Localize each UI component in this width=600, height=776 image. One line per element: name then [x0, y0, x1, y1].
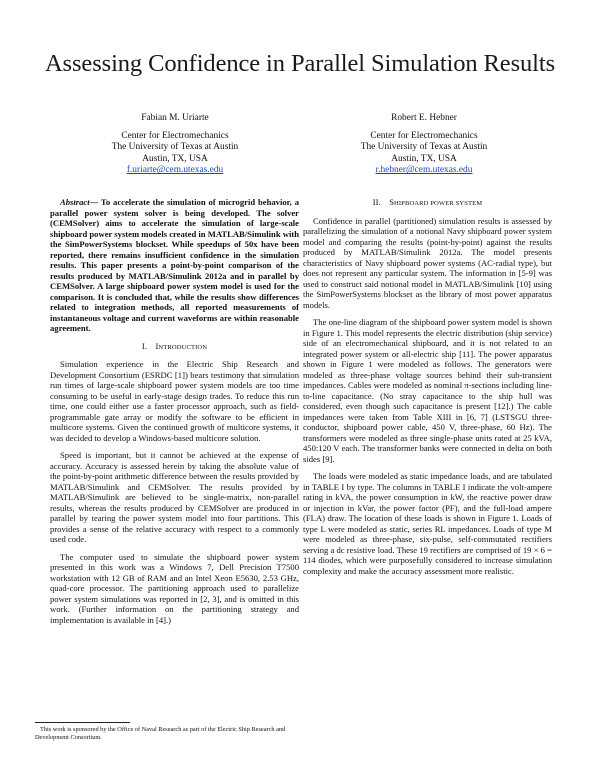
paragraph: The one-line diagram of the shipboard power system model is shown in Figure 1. This model represents the electric distribution (ship service) side of an electromechanical shipboard, and it is not related to an integrated power system or all-electric ship [11]. The power apparatus shown in Figure 1 were modeled as follows. The generators were modeled as three-phase voltage sources behind their sub-transient impedances. Cables were modeled as nominal π-sections including line-to-line capacitance. (No stray capacitance to the ship hull was considered, even though such capacitance is present [12].) The cable impedances were taken from Table XIII in [6, 7] (LSTSGU three-conductor, shipboard power cable, 450 V, three-phase, 60 Hz). The transformers were modeled as three single-phase units rated at 25 kVA, 450:120 V each. The transformer banks were connected in delta on both sides [9]. [303, 317, 552, 464]
footnote: This work is sponsored by the Office of Naval Research as part of the Electric Ship Research and Development Consortium. [35, 726, 286, 741]
author-block-1 [65, 113, 285, 177]
footnote-rule [35, 722, 130, 723]
author-city: Austin, TX, USA [391, 153, 457, 164]
author-email-link[interactable]: r.hebner@cem.utexas.edu [375, 165, 473, 176]
author-name: Fabian M. Uriarte [141, 113, 209, 123]
paper-title: Assessing Confidence in Parallel Simulation Results [44, 50, 556, 77]
section-heading-shipboard: II. SHIPBOARD POWER SYSTEM [372, 197, 483, 207]
paragraph: Confidence in parallel (partitioned) simulation results is assessed by parallelizing the simulation of a notional Navy shipboard power system model and comparing the results (point-by-point) against the results produced by MATLAB/Simulink 2012a. The model presents characteristics of Navy shipboard power systems (AC-radial type), but does not represent any particular system. The information in [5-9] was used to construct said notional model in MATLAB/Simulink [10] using the SimPowerSystems blockset as the library of most power apparatus models. [303, 215, 552, 310]
paragraph: The computer used to simulate the shipboard power system presented in this work was a Windows 7, Dell Precision T7500 workstation with 12 GB of RAM and an Intel Xeon E5630, 2.53 GHz, quad-core processor. The partitioning approach used to parallelize power system simulations was reported in [2, 3], and is omitted in this work. (Further information on the partitioning strategy and implementation is available in [4].) [50, 551, 299, 625]
right-column [303, 197, 552, 583]
left-column [50, 197, 299, 632]
author-block-2 [314, 113, 534, 177]
abstract [50, 197, 299, 334]
author-name: Robert E. Hebner [391, 113, 457, 123]
paragraph: The loads were modeled as static impedance loads, and are tabulated in TABLE I by type. The columns in TABLE I indicate the volt-ampere rating in kVA, the power consumption in kW, the reactive power draw or injection in kVar, the power factor (PF), and the full-load ampere (FLA) draw. The location of these loads is shown in Figure 1. Loads of type L were modeled as static, series RL impedances. Loads of type M were modeled as three-phase, six-pulse, self-commutated rectifiers serving a dc resistive load. These 19 rectifiers are comprised of 19 × 6 = 114 diodes, which were purposefully considered to increase simulation complexity and make the accuracy assessment more realistic. [303, 471, 552, 576]
author-univ: The University of Texas at Austin [360, 142, 488, 153]
author-org: Center for Electromechanics [370, 130, 478, 141]
abstract-text: — To accelerate the simulation of microgrid behavior, a parallel power system solver is being developed. The solver (CEMSolver) aims to accelerate the simulation of large-scale shipboard power system models created in MATLAB/Simulink with the SimPowerSystems blockset. While speedups of 50x have been reported, there remains insufficient confidence in the simulation results. This paper presents a point-by-point comparison of the results produced by MATLAB/Simulink 2012a and in parallel by CEMSolver. A large shipboard power system model is used for the comparison. It is concluded that, while the results show differences related to integration methods, all reported measurements of instantaneous voltage and current waveforms are within reasonable agreement. [50, 197, 300, 333]
section-heading-introduction: I. INTRODUCTION [141, 340, 208, 351]
author-email-link[interactable]: f.uriarte@cem.utexas.edu [126, 165, 224, 176]
author-univ: The University of Texas at Austin [111, 142, 239, 153]
paragraph: Speed is important, but it cannot be achieved at the expense of accuracy. Accuracy is assessed herein by taking the absolute value of the point-by-point arithmetic difference between the results provided by MATLAB/Simulink and CEMSolver. The results provided by MATLAB/Simulink are believed to be single-matrix, non-parallel results, whereas the results produced by CEMSolver are produced in parallel by tearing the power system model into four partitions. This provides a sense of the relative accuracy with respect to a commonly used code. [50, 450, 299, 544]
author-org: Center for Electromechanics [121, 130, 229, 141]
abstract-label: Abstract [60, 197, 90, 207]
author-city: Austin, TX, USA [142, 153, 208, 164]
paragraph: Simulation experience in the Electric Ship Research and Development Consortium (ESRDC [1]) bears testimony that simulation run times of large-scale shipboard power system models are too time consuming to be useful in early-stage design trades. To reduce this run time, one could either use a faster processor approach, such as field-programmable gate array or modify the software to be efficient in multicore systems. Given the continued growth of multicore systems, it was decided to develop a Windows-based multicore solution. [50, 359, 299, 443]
